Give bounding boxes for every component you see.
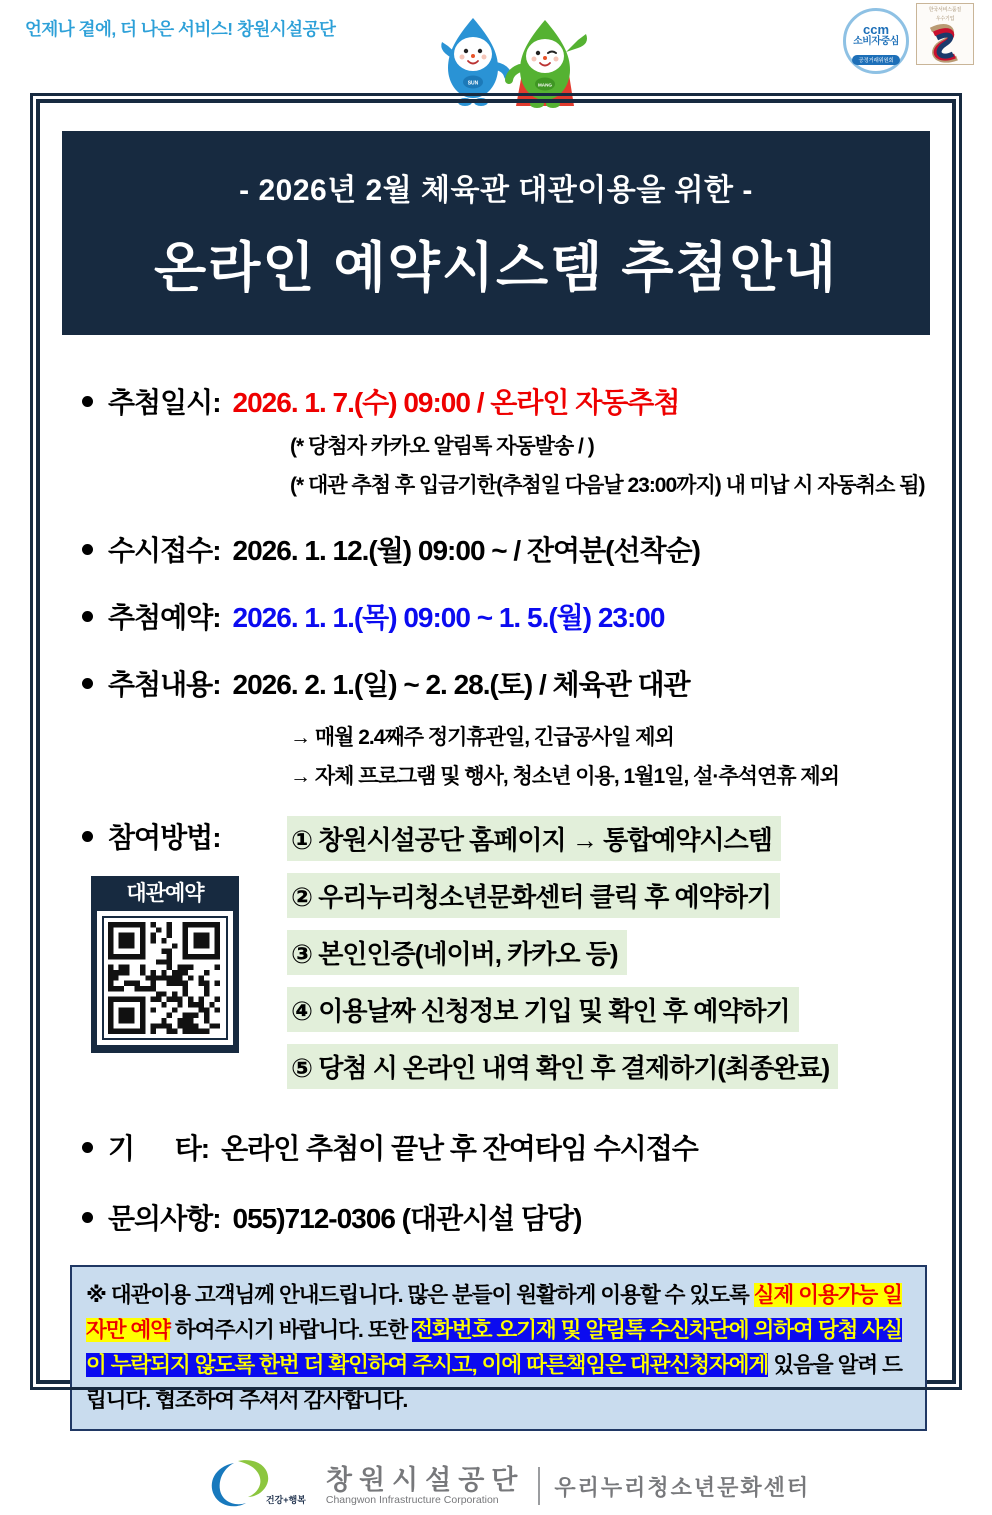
participation-step-5: ⑤ 당첨 시 온라인 내역 확인 후 결제하기(최종완료)	[287, 1044, 932, 1089]
service-quality-badge	[916, 3, 974, 65]
banner-subtitle: - 2026년 2월 체육관 대관이용을 위한 -	[239, 173, 753, 207]
notice-text-3: 있음을 알려 드립니다. 협조하여 주셔서 감사합니다.	[86, 1353, 902, 1412]
mascot-right-chest-label: MANG	[537, 82, 553, 88]
footer-logos	[82, 1457, 932, 1515]
participation-left-column	[82, 816, 287, 1101]
etc-row	[82, 1127, 932, 1167]
bullet-dot	[82, 831, 93, 842]
notice-highlight-yellow: 실제 이용가능 일자만 예약	[86, 1283, 903, 1342]
org-name-korean: 창원시설공단	[325, 1465, 525, 1495]
participation-label: 참여방법:	[108, 822, 221, 853]
content-area	[60, 335, 932, 1515]
lottery-reservation-label: 추첨예약:	[108, 602, 221, 633]
lottery-reservation-row	[82, 596, 932, 636]
etc-label: 기 타:	[108, 1133, 210, 1164]
qr-box	[97, 911, 233, 1045]
ccm-name: 소비자중심	[853, 36, 899, 47]
content-exclusion-note-2: → 자체 프로그램 및 행사, 청소년 이용, 1월1일, 설·추석연휴 제외	[290, 765, 839, 788]
content-exclusion-note-1: → 매월 2.4째주 정기휴관일, 긴급공사일 제외	[290, 726, 674, 749]
participation-step-1: ① 창원시설공단 홈페이지 → 통합예약시스템	[287, 816, 932, 861]
participation-step-4: ④ 이용날짜 신청정보 기입 및 확인 후 예약하기	[287, 987, 932, 1032]
ccm-footer: 공정거래위원회	[852, 55, 900, 65]
header-slogan: 언제나 곁에, 더 나은 서비스! 창원시설공단	[25, 19, 336, 39]
draw-datetime-value: 2026. 1. 7.(수) 09:00 / 온라인 자동추첨	[232, 387, 680, 418]
org-name-english: Changwon Infrastructure Corporation	[325, 1494, 499, 1506]
notice-box	[70, 1265, 927, 1431]
walkin-label: 수시접수:	[108, 535, 221, 566]
draw-datetime-label: 추첨일시:	[108, 387, 221, 418]
lottery-reservation-value: 2026. 1. 1.(목) 09:00 ~ 1. 5.(월) 23:00	[232, 602, 665, 633]
footer-divider	[538, 1467, 540, 1505]
lottery-content-label: 추첨내용:	[108, 669, 221, 700]
participation-steps	[287, 816, 932, 1101]
ribbon-icon	[917, 22, 973, 64]
participation-step-2: ② 우리누리청소년문화센터 클릭 후 예약하기	[287, 873, 932, 918]
service-quality-caption-line2: 우수기업	[935, 16, 955, 22]
bullet-dot	[82, 1212, 93, 1223]
inquiry-row	[82, 1197, 932, 1237]
inquiry-label: 문의사항:	[108, 1203, 221, 1234]
draw-datetime-row	[82, 381, 932, 421]
qr-code	[108, 922, 220, 1034]
bullet-dot	[82, 678, 93, 689]
participation-row	[82, 816, 287, 856]
qr-block	[91, 876, 239, 1053]
inquiry-value: 055)712-0306 (대관시설 담당)	[232, 1203, 582, 1234]
qr-label: 대관예약	[126, 882, 204, 905]
walkin-row	[82, 529, 932, 569]
title-banner	[62, 131, 930, 335]
draw-note-1: (* 당첨자 카카오 알림톡 자동발송 / )	[290, 435, 594, 458]
changwon-swoosh-logo	[204, 1457, 278, 1515]
participation-step-3: ③ 본인인증(네이버, 카카오 등)	[287, 930, 932, 975]
bullet-dot	[82, 396, 93, 407]
lottery-content-row	[82, 663, 932, 703]
participation-section	[82, 816, 932, 1101]
walkin-value: 2026. 1. 12.(월) 09:00 ~ / 잔여분(선착순)	[232, 535, 700, 566]
service-quality-caption-line1: 한국서비스품질	[928, 7, 962, 13]
mascot-left-chest-label: SUN	[467, 80, 479, 87]
org-name-block	[326, 1466, 525, 1506]
banner-title: 온라인 예약시스템 추첨안내	[154, 237, 838, 298]
draw-note-2: (* 대관 추첨 후 입금기한(추첨일 다음날 23:00까지) 내 미납 시 자동취소 됨)	[290, 474, 925, 497]
swoosh-caption: 건강+행복	[265, 1494, 306, 1505]
poster-frame	[36, 99, 956, 1506]
notice-text-1: ※ 대관이용 고객님께 안내드립니다. 많은 분들이 원활하게 이용할 수 있도록	[86, 1283, 754, 1307]
etc-value: 온라인 추첨이 끝난 후 잔여타임 수시접수	[221, 1133, 698, 1164]
ccm-acronym: ccm	[862, 22, 890, 37]
notice-highlight-blue: 전화번호 오기재 및 알림톡 수신차단에 의하여 당첨 사실이 누락되지 않도록 한번 더 확인하여 주시고, 이에 따른책임은 대관신청자에게	[86, 1318, 902, 1377]
lottery-content-value: 2026. 2. 1.(일) ~ 2. 28.(토) / 체육관 대관	[232, 669, 690, 700]
bullet-dot	[82, 611, 93, 622]
ccm-certification-badge	[843, 8, 909, 74]
bullet-dot	[82, 544, 93, 555]
center-name: 우리누리청소년문화센터	[554, 1474, 811, 1500]
notice-text-2: 하여주시기 바랍니다. 또한	[170, 1318, 413, 1342]
bullet-dot	[82, 1142, 93, 1153]
